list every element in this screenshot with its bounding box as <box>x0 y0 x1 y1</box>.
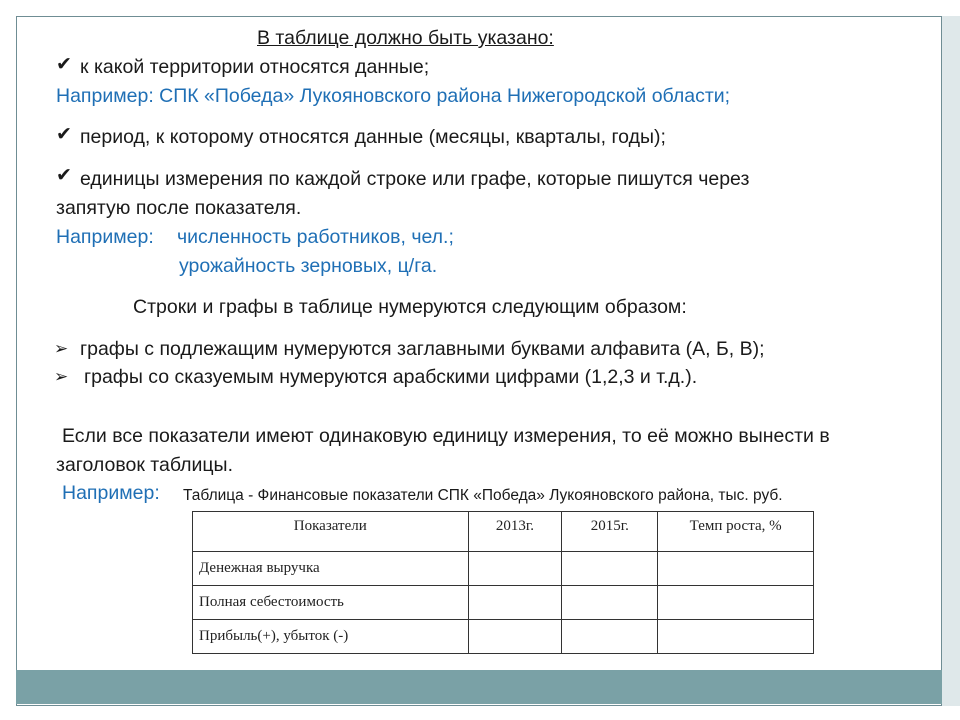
check-icon: ✔ <box>56 54 72 75</box>
table-cell <box>562 620 658 654</box>
table-header-cell: Темп роста, % <box>658 512 814 552</box>
item-period: период, к которому относятся данные (месяцы, кварталы, годы); <box>80 126 666 148</box>
arrow-bullet-icon: ➢ <box>54 367 69 386</box>
table-cell <box>468 552 562 586</box>
table-row <box>193 552 814 586</box>
item-territory: к какой территории относятся данные; <box>80 56 430 78</box>
check-icon: ✔ <box>56 165 72 186</box>
item-units-line1: единицы измерения по каждой строке или графе, которые пишутся через <box>80 168 750 190</box>
table-row-label: Полная себестоимость <box>193 586 469 620</box>
table-header-cell: 2013г. <box>468 512 562 552</box>
numbering-item-subject: графы с подлежащим нумеруются заглавными буквами алфавита (А, Б, В); <box>80 338 765 360</box>
table-cell <box>562 552 658 586</box>
table-header-row <box>193 512 814 552</box>
example-units-line1: численность работников, чел.; <box>177 226 454 248</box>
numbering-heading: Строки и графы в таблице нумеруются следующим образом: <box>133 296 687 318</box>
common-unit-line2: заголовок таблицы. <box>56 454 233 476</box>
example-territory: Например: СПК «Победа» Лукояновского района Нижегородской области; <box>56 85 731 107</box>
slide-heading: В таблице должно быть указано: <box>257 27 554 49</box>
example-units-line2: урожайность зерновых, ц/га. <box>179 255 438 277</box>
numbering-item-predicate: графы со сказуемым нумеруются арабскими цифрами (1,2,3 и т.д.). <box>84 366 698 388</box>
example-units-label: Например: <box>56 226 154 248</box>
table-cell <box>658 620 814 654</box>
table-row-label: Денежная выручка <box>193 552 469 586</box>
table-row-label: Прибыль(+), убыток (-) <box>193 620 469 654</box>
common-unit-line1: Если все показатели имеют одинаковую единицу измерения, то её можно вынести в <box>62 425 830 447</box>
table-header-cell: Показатели <box>193 512 469 552</box>
table-cell <box>658 552 814 586</box>
table-row <box>193 586 814 620</box>
table-header-cell: 2015г. <box>562 512 658 552</box>
table-cell <box>562 586 658 620</box>
table-row <box>193 620 814 654</box>
right-decor-band <box>942 16 960 706</box>
table-cell <box>658 586 814 620</box>
item-units-line2: запятую после показателя. <box>56 197 302 219</box>
bottom-decor-band <box>16 670 942 704</box>
arrow-bullet-icon: ➢ <box>54 339 69 358</box>
financial-table <box>192 511 814 654</box>
example-table-label: Например: <box>62 482 160 504</box>
table-cell <box>468 586 562 620</box>
check-icon: ✔ <box>56 124 72 145</box>
table-cell <box>468 620 562 654</box>
table-caption: Таблица - Финансовые показатели СПК «Победа» Лукояновского района, тыс. руб. <box>183 487 783 504</box>
